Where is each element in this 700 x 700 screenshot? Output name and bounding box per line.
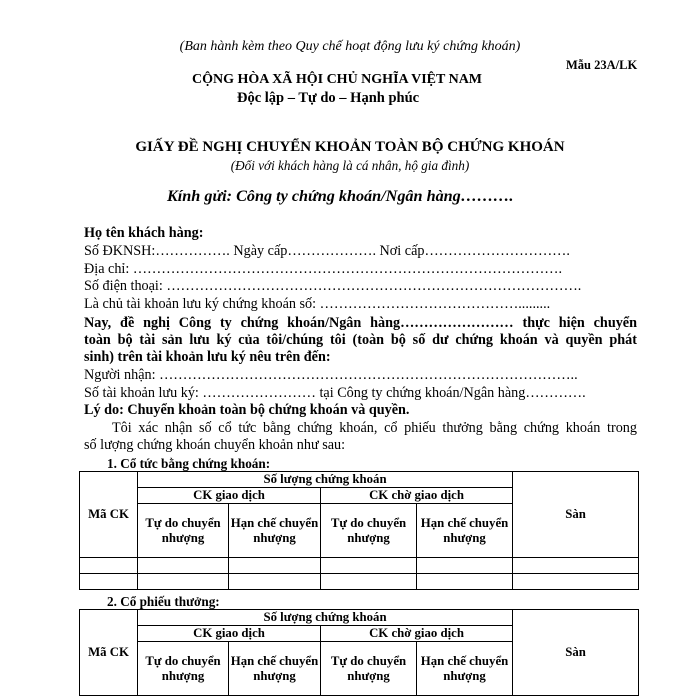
confirm-line-2: số lượng chứng khoán chuyển khoản như sau: [84,437,346,453]
table-cell[interactable] [417,558,513,574]
table-cell[interactable] [229,558,321,574]
header-restricted: Hạn chế chuyển nhượng [417,504,513,558]
document-title: GIẤY ĐỀ NGHỊ CHUYỂN KHOẢN TOÀN BỘ CHỨNG KHOÁN [135,139,565,155]
header-restricted: Hạn chế chuyển nhượng [417,642,513,696]
header-trading: CK giao dịch [138,488,321,504]
table-cell[interactable] [321,558,417,574]
customer-name-field: Họ tên khách hàng: [84,225,204,241]
address-field: Địa chỉ: ………………………………………………………………………………. [84,261,563,277]
table-cell[interactable] [80,558,138,574]
table-cell[interactable] [321,574,417,590]
receiver-account-field: Số tài khoản lưu ký: …………………… tại Công ty chứng khoán/Ngân hàng…………. [84,385,586,401]
confirm-line-1: Tôi xác nhận số cổ tức bằng chứng khoán, cổ phiếu thưởng bằng chứng khoán trong [112,420,637,436]
phone-field: Số điện thoại: ……………………………………………………………………………. [84,278,582,294]
id-number-field: Số ĐKNSH:……………. Ngày cấp………………. Nơi cấp…………………………. [84,243,570,259]
reason-field: Lý do: Chuyển khoản toàn bộ chứng khoán và quyền. [84,402,410,418]
header-restricted: Hạn chế chuyển nhượng [229,642,321,696]
section-title-dividend: 1. Cổ tức bằng chứng khoán: [107,456,271,471]
addressee: Kính gửi: Công ty chứng khoán/Ngân hàng………. [167,187,514,205]
table-row [80,574,639,590]
header-exchange: Sàn [513,610,639,696]
table-cell[interactable] [513,558,639,574]
national-motto: Độc lập – Tự do – Hạnh phúc [237,90,420,106]
receiver-field: Người nhận: …………………………………………………………………………….. [84,367,578,383]
header-exchange: Sàn [513,472,639,558]
dividend-stock-table [79,471,639,590]
request-line-3: sinh) trên tài khoản lưu ký nêu trên đến: [84,349,331,365]
header-stock-code: Mã CK [80,472,138,558]
header-trading: CK giao dịch [138,626,321,642]
table-cell[interactable] [138,558,229,574]
table-cell[interactable] [513,574,639,590]
header-stock-code: Mã CK [80,610,138,696]
header-free-transfer: Tự do chuyển nhượng [138,642,229,696]
header-free-transfer: Tự do chuyển nhượng [321,642,417,696]
header-quantity: Số lượng chứng khoán [138,472,513,488]
bonus-share-table [79,609,639,696]
header-free-transfer: Tự do chuyển nhượng [321,504,417,558]
country-name: CỘNG HÒA XÃ HỘI CHỦ NGHĨA VIỆT NAM [192,72,483,87]
header-free-transfer: Tự do chuyển nhượng [138,504,229,558]
header-pending: CK chờ giao dịch [321,626,513,642]
request-line-2: toàn bộ tài sản lưu ký của tôi/chúng tôi (toàn bộ số dư chứng khoán và quyền phát [84,332,637,348]
table-cell[interactable] [417,574,513,590]
table-cell[interactable] [138,574,229,590]
table-row [80,558,639,574]
section-title-bonus: 2. Cổ phiếu thưởng: [107,594,220,609]
header-pending: CK chờ giao dịch [321,488,513,504]
header-quantity: Số lượng chứng khoán [138,610,513,626]
table-cell[interactable] [229,574,321,590]
header-restricted: Hạn chế chuyển nhượng [229,504,321,558]
request-line-1: Nay, đề nghị Công ty chứng khoán/Ngân hàng…………………… thực hiện chuyển [84,315,637,331]
document-subtitle: (Đối với khách hàng là cá nhân, hộ gia đình) [230,158,470,173]
account-owner-field: Là chủ tài khoản lưu ký chứng khoán số: ……………………………………......... [84,296,551,312]
issued-note: (Ban hành kèm theo Quy chế hoạt động lưu ký chứng khoán) [179,39,521,54]
table-cell[interactable] [80,574,138,590]
form-code: Mẫu 23A/LK [566,58,638,72]
